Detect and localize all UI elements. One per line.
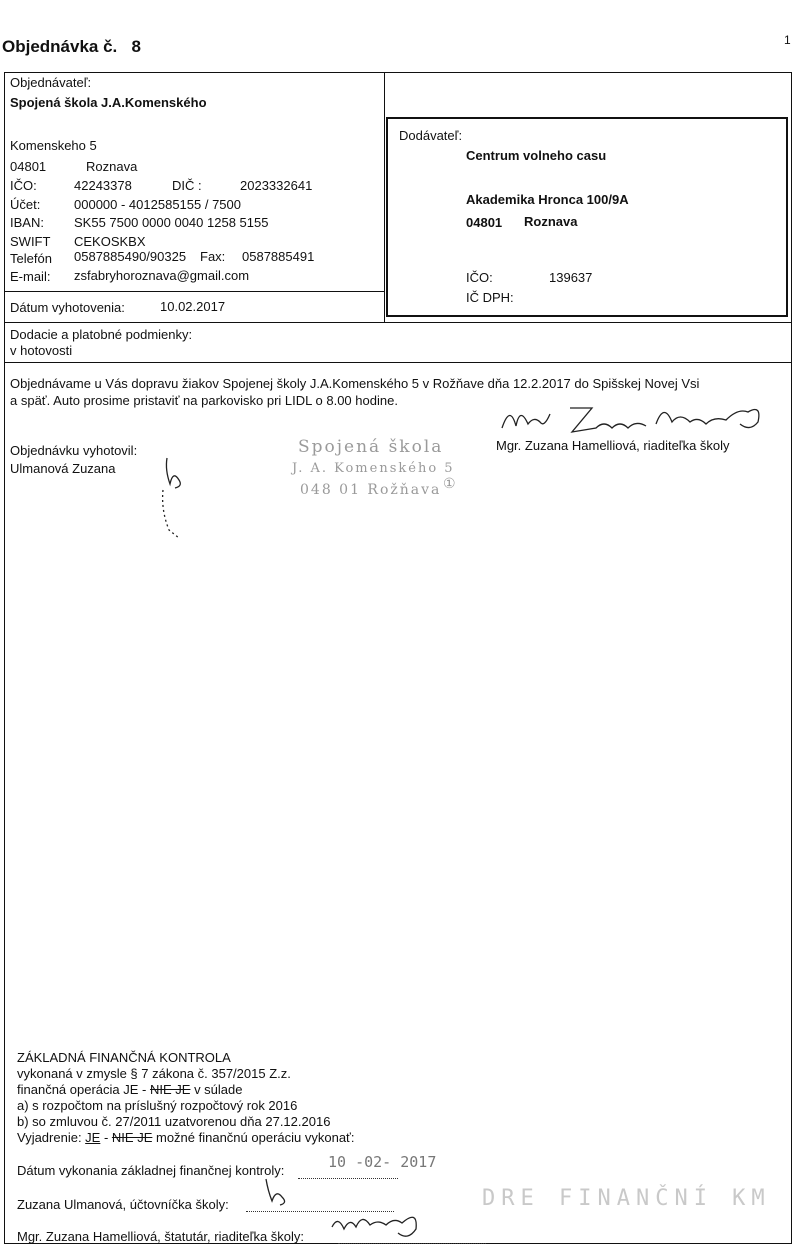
accountant-signature <box>258 1175 298 1207</box>
orderer-phone-label: Telefón <box>10 251 52 266</box>
orderer-account: 000000 - 4012585155 / 7500 <box>74 197 241 212</box>
orderer-fax-label: Fax: <box>200 249 226 264</box>
control-line-2: finančná operácia JE - NIE JE v súlade <box>17 1082 243 1097</box>
frame-top <box>4 72 792 73</box>
supplier-street: Akademika Hronca 100/9A <box>466 192 629 207</box>
stamp-line-3: 048 01 Rožňava <box>300 482 442 498</box>
page-number: 1 <box>784 33 791 47</box>
control-date-label: Dátum vykonania základnej finančnej kontroly: <box>17 1163 285 1178</box>
supplier-box <box>386 117 788 317</box>
control-date-handwritten: 10 -02- 2017 <box>328 1153 437 1171</box>
control-line-5: Vyjadrenie: JE - NIE JE možné finančnú operáciu vykonať: <box>17 1130 355 1145</box>
body-line-1: Objednávame u Vás dopravu žiakov Spojenej školy J.A.Komenského 5 v Rožňave dňa 12.2.2017 do Spišskej Novej Vsi <box>10 376 700 391</box>
terms-value: v hotovosti <box>10 343 73 358</box>
orderer-phone: 0587885490/90325 <box>74 249 187 264</box>
orderer-ico: 42243378 <box>74 178 132 193</box>
body-line-2: a späť. Auto prosime pristaviť na parkovisko pri LIDL o 8.00 hodine. <box>10 393 398 408</box>
control-nie-je-1: NIE JE <box>149 1082 191 1097</box>
supplier-name: Centrum volneho casu <box>466 148 607 163</box>
supplier-ico-label: IČO: <box>466 270 493 285</box>
director-name: Mgr. Zuzana Hamelliová, riaditeľka školy <box>496 438 730 453</box>
control-line-4: b) so zmluvou č. 27/2011 uzatvorenou dňa 27.12.2016 <box>17 1114 331 1129</box>
control-title: ZÁKLADNÁ FINANČNÁ KONTROLA <box>17 1050 231 1065</box>
director-signature <box>500 398 770 440</box>
supplier-icdph-label: IČ DPH: <box>466 290 514 305</box>
orderer-iban-label: IBAN: <box>10 215 44 230</box>
supplier-zip: 04801 <box>466 215 503 230</box>
orderer-street: Komenskeho 5 <box>10 138 97 153</box>
date-row-bottom <box>4 322 792 323</box>
supplier-ico: 139637 <box>549 270 593 285</box>
supplier-label: Dodávateľ: <box>399 128 463 143</box>
orderer-divider <box>384 72 385 322</box>
orderer-email-label: E-mail: <box>10 269 51 284</box>
orderer-iban: SK55 7500 0000 0040 1258 5155 <box>74 215 269 230</box>
terms-row-bottom <box>4 362 792 363</box>
creator-signature <box>155 450 195 545</box>
stamp-line-2: J. A. Komenského 5 <box>292 461 455 476</box>
orderer-swift-label: SWIFT <box>10 234 51 249</box>
orderer-swift: CEKOSKBX <box>74 234 146 249</box>
control-line-3: a) s rozpočtom na príslušný rozpočtový rok 2016 <box>17 1098 298 1113</box>
orderer-name: Spojená škola J.A.Komenského <box>10 95 207 110</box>
date-created-label: Dátum vyhotovenia: <box>10 300 125 315</box>
control-nie-je-2: NIE JE <box>111 1130 153 1145</box>
order-number: 8 <box>131 37 141 56</box>
date-created-value: 10.02.2017 <box>160 299 226 314</box>
orderer-zip: 04801 <box>10 159 47 174</box>
control-line-1: vykonaná v zmysle § 7 zákona č. 357/2015 Z.z. <box>17 1066 291 1081</box>
orderer-city: Roznava <box>86 159 138 174</box>
statutory-label: Mgr. Zuzana Hamelliová, štatutár, riaditeľka školy: <box>17 1229 305 1244</box>
control-date-dots <box>298 1170 398 1179</box>
orderer-dic: 2023332641 <box>240 178 313 193</box>
orderer-ico-label: IČO: <box>10 178 37 193</box>
frame-left <box>4 72 5 1244</box>
supplier-city: Roznava <box>524 214 578 229</box>
stamp-line-1: Spojená škola <box>298 437 444 457</box>
control-je-2: JE <box>85 1130 101 1145</box>
accountant-label: Zuzana Ulmanová, účtovníčka školy: <box>17 1197 229 1212</box>
created-by-name: Ulmanová Zuzana <box>10 461 116 476</box>
document-title: Objednávka č. 8 <box>2 37 141 56</box>
date-row-top <box>4 291 385 292</box>
orderer-dic-label: DIČ : <box>172 178 202 193</box>
created-by-label: Objednávku vyhotovil: <box>10 443 138 458</box>
statutory-signature <box>328 1207 428 1243</box>
orderer-email: zsfabryhoroznava@gmail.com <box>74 268 250 283</box>
frame-right <box>791 72 792 1244</box>
stamp-mark: ① <box>443 476 456 492</box>
orderer-fax: 0587885491 <box>242 249 315 264</box>
terms-label: Dodacie a platobné podmienky: <box>10 327 193 342</box>
margin-note: DRE FINANČNÍ KM <box>482 1186 771 1211</box>
orderer-account-label: Účet: <box>10 197 41 212</box>
control-je-1: JE <box>123 1082 139 1097</box>
orderer-label: Objednávateľ: <box>10 75 92 90</box>
